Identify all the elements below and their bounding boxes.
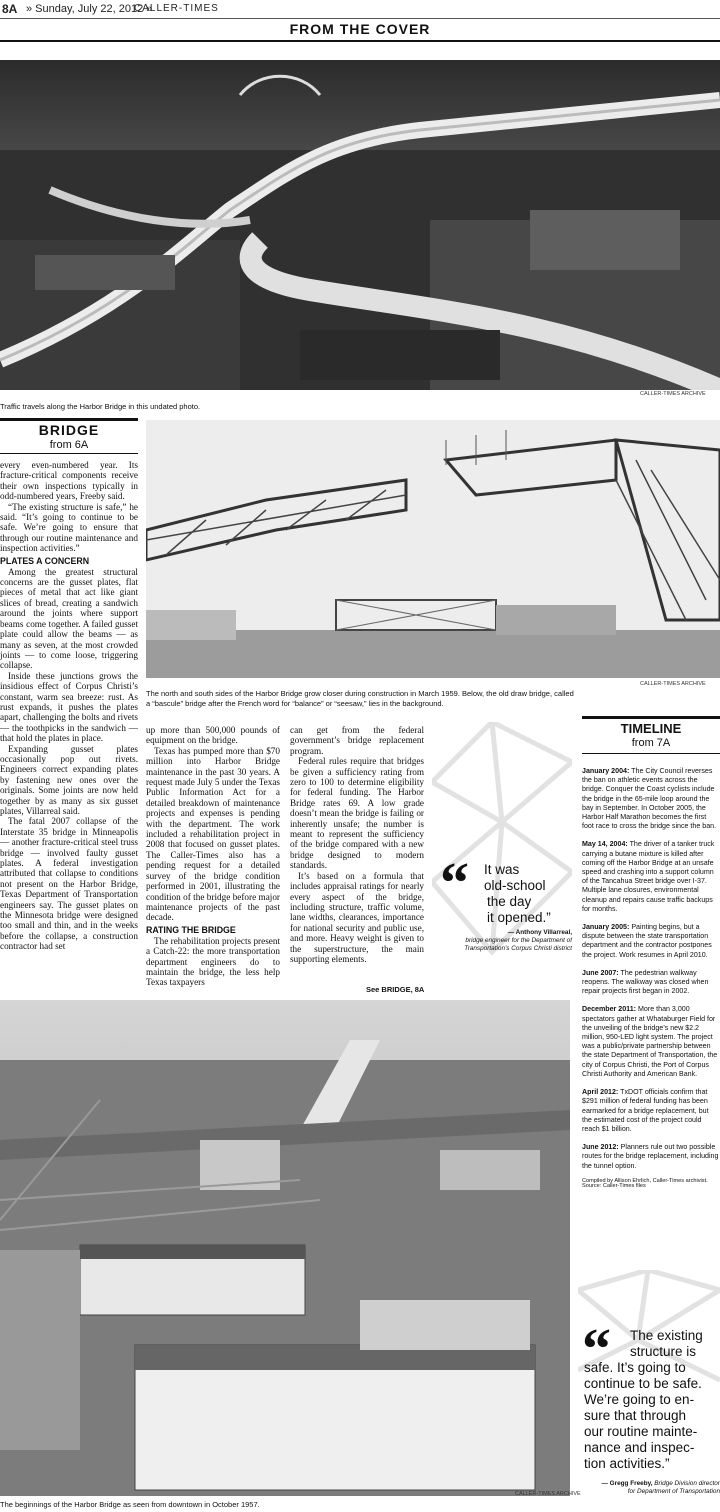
issue-date: » Sunday, July 22, 2012 » xyxy=(26,3,153,15)
timeline-source-compiled: Compiled by Allison Ehrlich, Caller-Times archivist. xyxy=(582,1177,708,1184)
pullquote-attribution xyxy=(578,1480,720,1496)
folio xyxy=(0,0,720,18)
pullquote-title: bridge engineer for the Department of Transportation’s Corpus Christi district xyxy=(464,937,572,952)
photo-caption-top: Traffic travels along the Harbor Bridge in this undated photo. xyxy=(0,402,201,411)
photo-caption-middle: The north and south sides of the Harbor Bridge grow closer during construction in March 1959. Below, the old draw bridge, called a “bascule” bridge after the French word for “balance” or “seesaw,” lies in the background. xyxy=(146,689,574,708)
section-rule xyxy=(0,40,720,42)
timeline-entry: December 2011: More than 3,000 spectators gather at Whataburger Field for the unveiling of the bridge’s new $2.2 million, 950-LED light system. The project was a public/private partnership between the state Department of Transportation, the city of Corpus Christi, the Port of Corpus Christi Authority and American Bank. xyxy=(582,1005,718,1078)
pullquote-text: The existing structure is safe. It’s going to continue to be safe. We’re going to en- sure that through our routine mainte- nance and inspec- tion activities.” xyxy=(584,1328,703,1471)
pullquote-villarreal xyxy=(432,722,572,998)
article-paragraph: The rehabilitation projects present a Catch-22: the more transportation department engineers do to maintain the bridge, the less help Texas taxpayers xyxy=(146,935,280,988)
article-paragraph: Texas has pumped more than $70 million into Harbor Bridge maintenance in the past 30 years. A request made July 5 under the Texas Public Information Act for a detailed breakdown of maintenance projects and expenses is pending with the department. The work included a rehabilitation project in 2008 that focused on gusset plates. The Caller-Times also has a pending request for a detailed survey of the bridge condition performed in 2001, illustrating the condition of the bridge before major maintenance projects of the past decade. xyxy=(146,745,280,923)
article-paragraph: every even-numbered year. Its fracture-critical components receive their own inspections typically in odd-numbered years, Freeby said. xyxy=(0,460,138,502)
see-also-jump[interactable]: See BRIDGE, 8A xyxy=(366,985,425,994)
photo-credit-bottom: CALLER-TIMES ARCHIVE xyxy=(515,1491,581,1497)
timeline-source-files: Source: Caller-Times files xyxy=(582,1182,646,1189)
subhead-plates-concern: PLATES A CONCERN xyxy=(0,555,90,566)
article-paragraph: can get from the federal government’s bridge replacement program. xyxy=(290,725,424,756)
photo-credit-top: CALLER-TIMES ARCHIVE xyxy=(640,391,706,397)
subhead-rating-the-bridge: RATING THE BRIDGE xyxy=(146,924,236,935)
pullquote-name: — Gregg Freeby, xyxy=(601,1480,653,1487)
article-paragraph: It’s based on a formula that includes appraisal ratings for nearly every aspect of the bridge, including structure, traffic volume, lane widths, clearances, importance for national security and public use, and more. Heavy weight is given to the superstructure, the main supporting elements. xyxy=(290,870,424,964)
downtown-image xyxy=(0,1000,570,1496)
article-column-1 xyxy=(0,460,138,952)
photo-downtown-1957 xyxy=(0,1000,570,1496)
timeline-entry: June 2007: The pedestrian walkway reopens. The walkway was closed when repair projects first began in 2002. xyxy=(582,968,709,996)
jump-head-bridge xyxy=(0,418,138,454)
folio-rule xyxy=(0,18,720,19)
quote-mark-icon: “ xyxy=(440,850,469,915)
section-title: FROM THE COVER xyxy=(289,21,431,37)
photo-credit-middle: CALLER-TIMES ARCHIVE xyxy=(640,681,706,687)
timeline-entry: January 2004: The City Council reverses the ban on athletic events across the bridge. Conquer the Coast cyclists include the bridge in the 65-mile loop around the bay in September. In October 2005, the Harbor Half Marathon becomes the first foot race to cross the bridge since the ban. xyxy=(582,767,717,831)
timeline-entry: June 2012: Planners rule out two possible routes for the bridge replacement, including the tunnel option. xyxy=(582,1143,719,1170)
article-paragraph: Inside these junctions grows the insidious effect of Corpus Christi’s constant, warm sea breeze: rust. As rust expands, it pushes the plates apart, challenging the bolts and rivets — the toothpicks in the sandwich — that hold the plates in place. xyxy=(0,670,138,744)
pullquote-name: — Anthony Villarreal, xyxy=(507,929,572,936)
article-paragraph: Expanding gusset plates occasionally pop out rivets. Engineers correct expanding plates by fastening new ones over the originals. Some joints are now held together by as many as six gusset plates, Villarreal said. xyxy=(0,743,138,816)
pullquote-text: It was old-school the day it opened.” xyxy=(484,862,551,925)
timeline-title: TIMELINE xyxy=(620,721,682,736)
article-paragraph: Federal rules require that bridges be given a sufficiency rating from zero to 100 to determine eligibility for federal funding. The Harbor Bridge rates 69. A low grade doesn’t mean the bridge is failing or inherently unsafe; the number is meant to represent the sufficiency of the bridge compared with a new bridge designed to modern standards. xyxy=(290,756,424,871)
publication-name: CALLER-TIMES xyxy=(134,3,219,14)
jump-from: from 6A xyxy=(49,439,89,451)
timeline-entry: April 2012: TxDOT officials confirm that $291 million of federal funding has been earmarked for a bridge replacement, but the estimated cost of the project could reach $1 billion. xyxy=(582,1088,709,1133)
article-column-3 xyxy=(290,725,424,964)
pullquote-title: Bridge Division director xyxy=(654,1480,720,1487)
article-paragraph: The fatal 2007 collapse of the Interstate 35 bridge in Minneapolis — another fracture-critical steel truss bridge — involved faulty gusset plates. A federal investigation attributed that collapse to conditions not present on the Harbor Bridge, Texas Department of Transportation engineers say. The gusset plates on the Minnesota bridge were designed too small and thin, and in the weeks before the collapse, a construction contractor had set xyxy=(0,816,138,952)
pullquote-freeby xyxy=(578,1270,720,1510)
pullquote-attribution xyxy=(432,929,572,953)
jump-title: BRIDGE xyxy=(38,422,100,438)
construction-image xyxy=(146,420,720,678)
article-paragraph: Among the greatest structural concerns are the gusset plates, flat pieces of metal that act like giant slices of bread, creating a sandwich around the joints where support beams come together. A failed gusset plate could allow the beams — as many as seven, at the most crowded joints — to come loose, triggering collapse. xyxy=(0,566,138,671)
timeline-entry: January 2005: Painting begins, but a dispute between the state transportation department and the contractor postpones the project. Work resumes in April 2010. xyxy=(582,923,712,959)
quote-mark-icon: “ xyxy=(582,1316,611,1381)
photo-caption-bottom: The beginnings of the Harbor Bridge as seen from downtown in October 1957. xyxy=(0,1500,260,1509)
photo-bridge-construction xyxy=(146,420,720,678)
pullquote-title-2: for Department of Transportation xyxy=(627,1488,720,1495)
article-paragraph: “The existing structure is safe,” he said. “It’s going to continue to be safe. We’re going to ensure that through our routine maintenance and inspection activities.” xyxy=(0,501,138,554)
timeline-list xyxy=(582,767,719,1190)
timeline-from: from 7A xyxy=(631,737,671,749)
timeline-entry: May 14, 2004: The driver of a tanker truck carrying a butane mixture is killed after coming off the Harbor Bridge at an unsafe speed and crashing into a support column of the Tancahua Street bridge over I-37. Multiple lane closures, environmental cleanup and repairs cause traffic backups for months. xyxy=(582,840,715,913)
article-paragraph: up more than 500,000 pounds of equipment on the bridge. xyxy=(146,725,280,746)
page-number: 8A xyxy=(2,2,18,16)
timeline-head xyxy=(582,716,720,754)
article-column-2 xyxy=(146,725,280,988)
photo-harbor-bridge-night xyxy=(0,60,720,390)
night-bridge-image xyxy=(0,60,720,390)
